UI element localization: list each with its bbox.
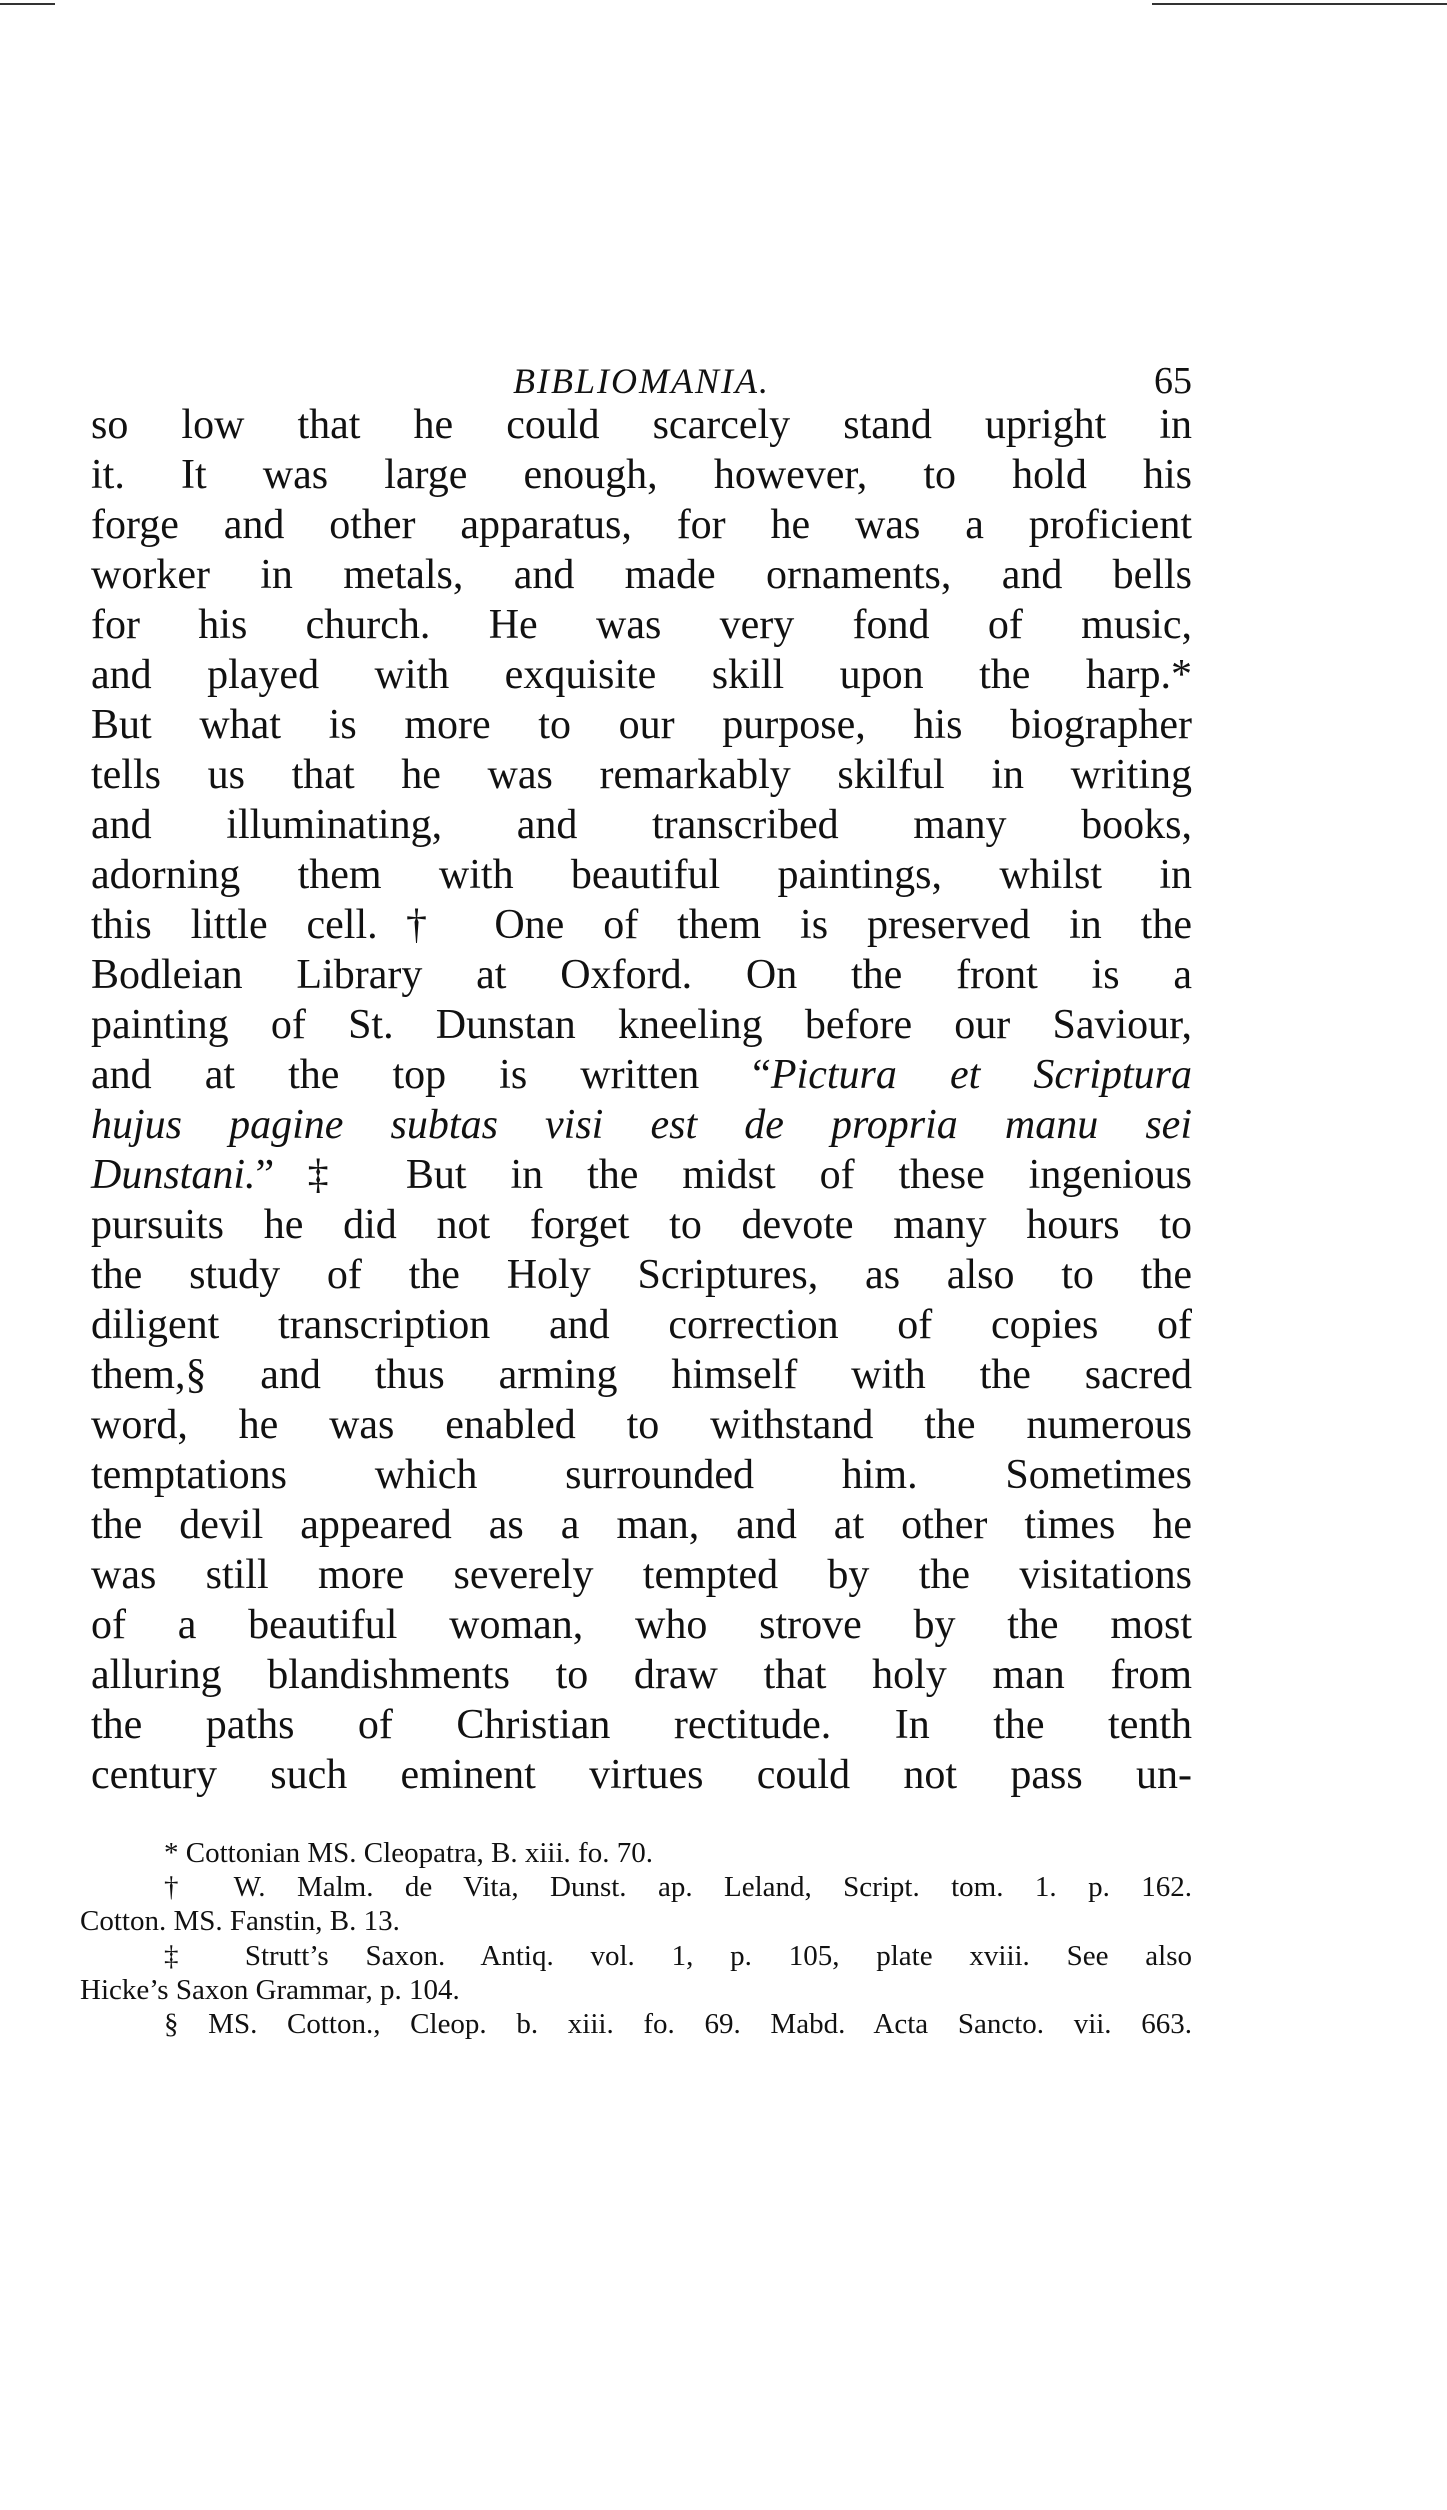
text-segment: adorning them with beautiful paintings, whilst in	[91, 852, 1192, 898]
text-segment: the paths of Christian rectitude. In the tenth	[91, 1702, 1192, 1748]
page-number: 65	[1154, 360, 1192, 402]
text-line	[91, 400, 1192, 450]
text-line	[91, 650, 1192, 700]
text-segment: But what is more to our purpose, his biographer	[91, 702, 1192, 748]
text-segment: was still more severely tempted by the visitations	[91, 1552, 1192, 1598]
text-segment: worker in metals, and made ornaments, and bells	[91, 552, 1192, 598]
text-line	[91, 700, 1192, 750]
footnote-line: § MS. Cotton., Cleop. b. xiii. fo. 69. Mabd. Acta Sancto. vii. 663.	[164, 2007, 1192, 2040]
text-segment: and at the top is written “	[91, 1052, 771, 1098]
text-segment: forge and other apparatus, for he was a proficient	[91, 502, 1192, 548]
text-segment: it. It was large enough, however, to hold his	[91, 452, 1192, 498]
text-line	[91, 1750, 1192, 1800]
text-line	[91, 900, 1192, 950]
text-line	[91, 950, 1192, 1000]
footnote-line: Hicke’s Saxon Grammar, p. 104.	[80, 1973, 460, 2006]
text-line	[91, 1300, 1192, 1350]
italic-text: hujus pagine subtas visi est de propria manu sei	[91, 1102, 1192, 1148]
text-line	[91, 850, 1192, 900]
text-line	[91, 1600, 1192, 1650]
text-segment: of a beautiful woman, who strove by the most	[91, 1602, 1192, 1648]
text-segment: word, he was enabled to withstand the numerous	[91, 1402, 1192, 1448]
text-segment: ”‡ But in the midst of these ingenious	[255, 1152, 1192, 1198]
text-segment: and illuminating, and transcribed many books,	[91, 802, 1192, 848]
text-segment: them,§ and thus arming himself with the sacred	[91, 1352, 1192, 1398]
text-line	[91, 1200, 1192, 1250]
text-segment: this little cell.† One of them is preserved in the	[91, 902, 1192, 948]
text-segment: so low that he could scarcely stand upright in	[91, 402, 1192, 448]
top-left-rule	[0, 3, 55, 5]
text-segment: century such eminent virtues could not pass un-	[91, 1752, 1192, 1798]
text-line	[91, 1550, 1192, 1600]
body-text	[91, 400, 1192, 1800]
footnote-line: ‡ Strutt’s Saxon. Antiq. vol. 1, p. 105, plate xviii. See also	[164, 1939, 1192, 1972]
top-right-rule	[1152, 3, 1447, 5]
text-segment: and played with exquisite skill upon the harp.*	[91, 652, 1192, 698]
text-segment: Bodleian Library at Oxford. On the front is a	[91, 952, 1192, 998]
text-line	[91, 1050, 1192, 1100]
text-line	[91, 550, 1192, 600]
italic-text: Dunstani.	[91, 1152, 256, 1198]
text-line	[91, 1250, 1192, 1300]
text-line	[91, 800, 1192, 850]
italic-text: Pictura et Scriptura	[770, 1052, 1192, 1098]
footnote-line: Cotton. MS. Fanstin, B. 13.	[80, 1905, 400, 1938]
text-line	[91, 1500, 1192, 1550]
footnote-line: * Cottonian MS. Cleopatra, B. xiii. fo. 70.	[164, 1837, 653, 1869]
text-line	[91, 1450, 1192, 1500]
footnotes	[80, 1836, 1192, 2041]
text-line	[91, 1150, 1192, 1200]
text-line	[91, 1000, 1192, 1050]
page-header	[91, 356, 1192, 406]
text-segment: temptations which surrounded him. Sometimes	[91, 1452, 1192, 1498]
text-segment: painting of St. Dunstan kneeling before our Saviour,	[91, 1002, 1192, 1048]
text-segment: diligent transcription and correction of copies of	[91, 1302, 1192, 1348]
text-line	[91, 750, 1192, 800]
running-title: BIBLIOMANIA.	[513, 361, 770, 401]
text-segment: the devil appeared as a man, and at other times he	[91, 1502, 1192, 1548]
text-line	[91, 1700, 1192, 1750]
text-line	[91, 600, 1192, 650]
text-line	[91, 450, 1192, 500]
text-segment: for his church. He was very fond of music,	[91, 602, 1192, 648]
text-line	[91, 1650, 1192, 1700]
text-line	[91, 500, 1192, 550]
footnote-line: † W. Malm. de Vita, Dunst. ap. Leland, Script. tom. 1. p. 162.	[164, 1871, 1192, 1904]
text-segment: the study of the Holy Scriptures, as also to the	[91, 1252, 1192, 1298]
text-segment: alluring blandishments to draw that holy man from	[91, 1652, 1192, 1698]
text-line	[91, 1400, 1192, 1450]
text-line	[91, 1350, 1192, 1400]
text-segment: pursuits he did not forget to devote many hours to	[91, 1202, 1192, 1248]
text-line	[91, 1100, 1192, 1150]
text-segment: tells us that he was remarkably skilful in writing	[91, 752, 1192, 798]
